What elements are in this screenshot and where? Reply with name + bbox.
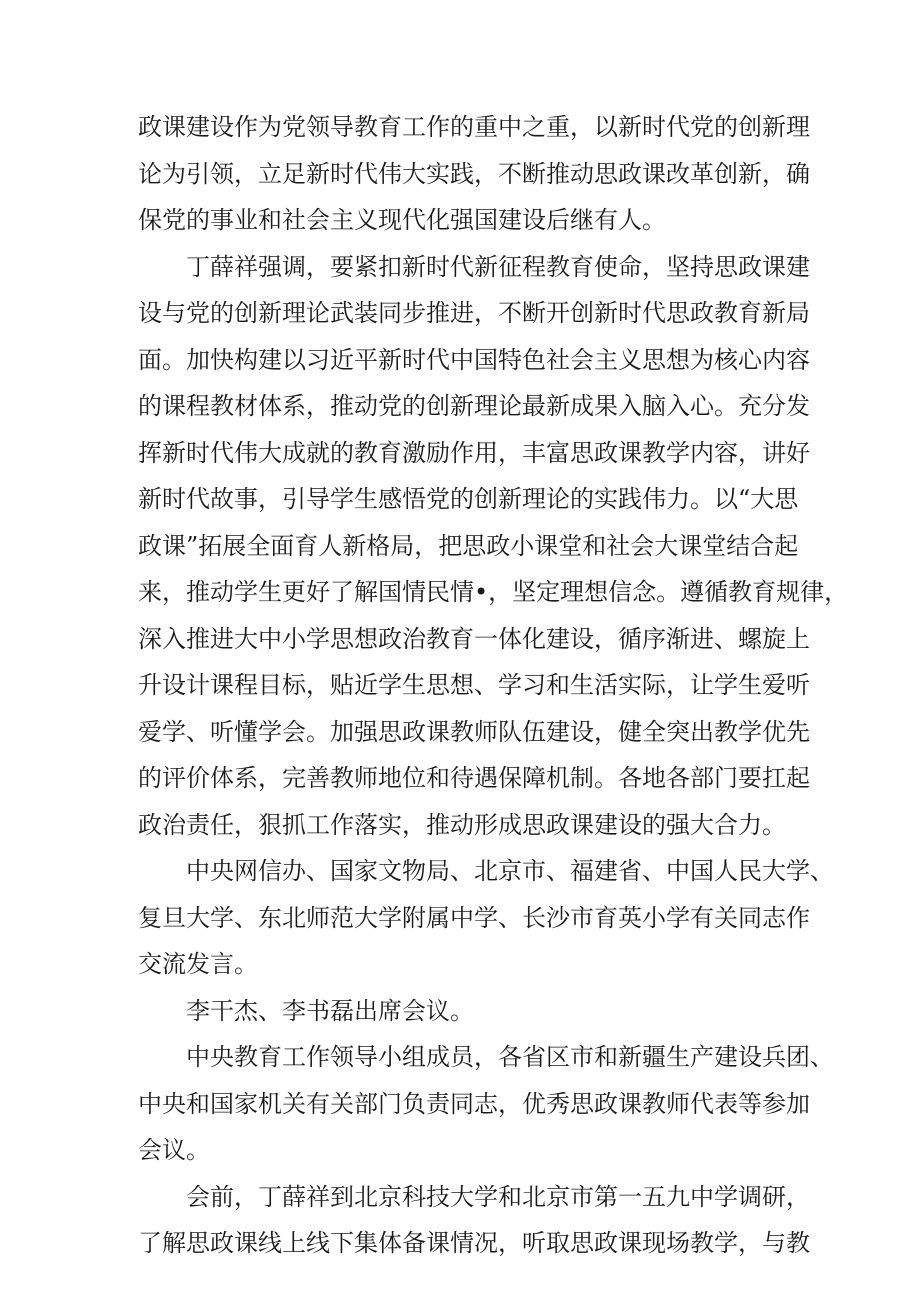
paragraph-2-line-11: 爱学、听懂学会。加强思政课教师队伍建设，健全突出教学优先: [138, 717, 810, 746]
paragraph-5-line-1: 中央教育工作领导小组成员，各省区市和新疆生产建设兵团、: [186, 1043, 834, 1071]
paragraph-2-line-12: 的评价体系，完善教师地位和待遇保障机制。各地各部门要扛起: [138, 764, 810, 792]
paragraph-2-line-9: 深入推进大中小学思想政治教育一体化建设，循序渐进、螺旋上: [138, 624, 810, 653]
paragraph-4-line-1: 李干杰、李书磊出席会议。: [186, 996, 474, 1025]
paragraph-3-line-3: 交流发言。: [138, 950, 258, 978]
article-body: [138, 104, 849, 1267]
paragraph-2-line-1: 丁薛祥强调，要紧扣新时代新征程教育使命，坚持思政课建: [186, 252, 810, 281]
paragraph-5-line-3: 会议。: [138, 1136, 210, 1164]
paragraph-5-line-2: 中央和国家机关有关部门负责同志，优秀思政课教师代表等参加: [138, 1089, 810, 1118]
paragraph-2-line-2: 设与党的创新理论武装同步推进，不断开创新时代思政教育新局: [138, 299, 810, 327]
paragraph-2-line-13: 政治责任，狠抓工作落实，推动形成思政课建设的强大合力。: [138, 810, 786, 839]
paragraph-2-line-6: 新时代故事，引导学生感悟党的创新理论的实践伟力。以“大思: [138, 485, 799, 513]
paragraph-3-line-1: 中央网信办、国家文物局、北京市、福建省、中国人民大学、: [186, 857, 834, 885]
paragraph-2-line-10: 升设计课程目标，贴近学生思想、学习和生活实际，让学生爱听: [138, 671, 810, 699]
paragraph-6-line-2: 了解思政课线上线下集体备课情况，听取思政课现场教学，与教: [138, 1229, 810, 1257]
paragraph-1-line-2: 论为引领，立足新时代伟大实践，不断推动思政课改革创新，确: [138, 159, 810, 188]
paragraph-1-line-1: 政课建设作为党领导教育工作的重中之重，以新时代党的创新理: [138, 113, 810, 141]
paragraph-2-line-3: 面。加快构建以习近平新时代中国特色社会主义思想为核心内容: [138, 345, 810, 374]
paragraph-3-line-2: 复旦大学、东北师范大学附属中学、长沙市育英小学有关同志作: [138, 903, 810, 932]
paragraph-1-line-3: 保党的事业和社会主义现代化强国建设后继有人。: [138, 206, 666, 234]
paragraph-2-line-7: 政课”拓展全面育人新格局，把思政小课堂和社会大课堂结合起: [138, 531, 799, 560]
paragraph-2-line-4: 的课程教材体系，推动党的创新理论最新成果入脑入心。充分发: [138, 392, 810, 420]
paragraph-2-line-8: 来，推动学生更好了解国情民情•，坚定理想信念。遵循教育规律，: [138, 578, 849, 606]
paragraph-2-line-5: 挥新时代伟大成就的教育激励作用，丰富思政课教学内容，讲好: [138, 438, 810, 467]
paragraph-6-line-1: 会前，丁薛祥到北京科技大学和北京市第一五九中学调研，: [186, 1182, 810, 1211]
